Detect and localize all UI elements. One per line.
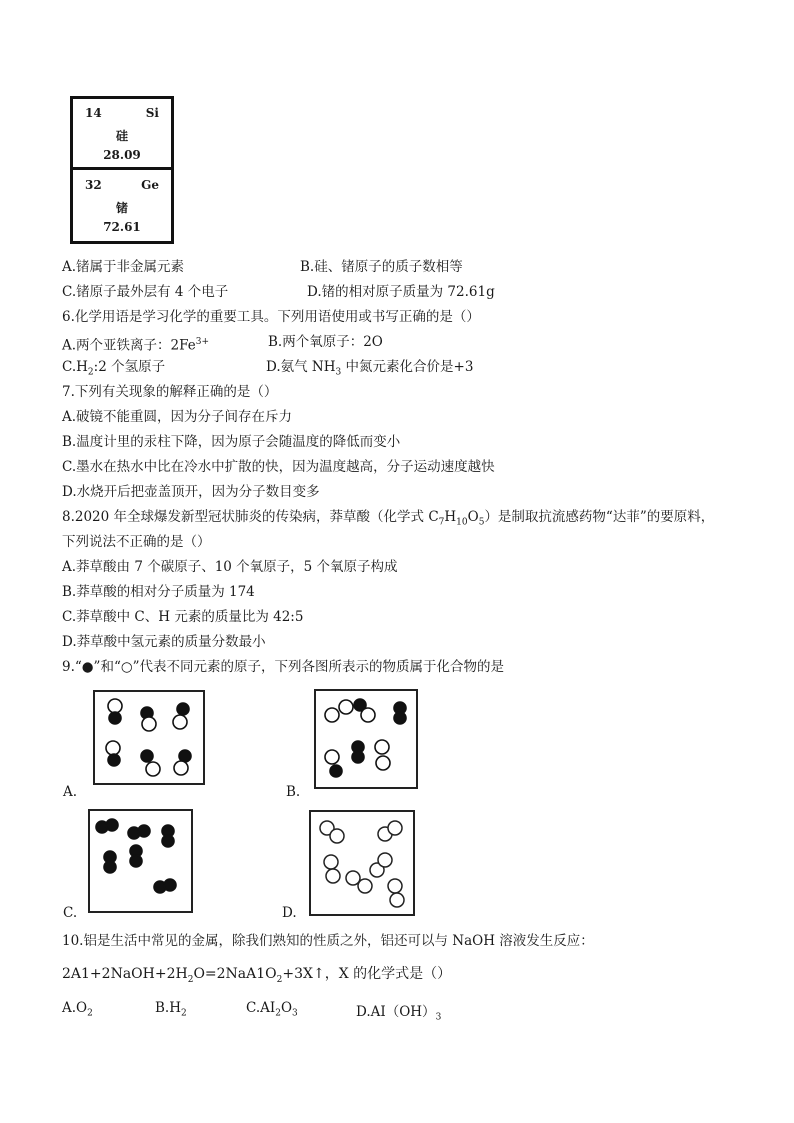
q10-stem: 10.铝是生活中常见的金属，除我们熟知的性质之外，铝还可以与 NaOH 溶液发生反应： [62, 933, 594, 949]
q6-option-c [62, 358, 165, 382]
molecule-diagram-b [314, 689, 418, 789]
q10-option-b [155, 1000, 187, 1019]
opt-sub: 2 [275, 1008, 281, 1019]
atomic-mass: 28.09 [103, 148, 141, 162]
opt-text: A.O [62, 1000, 88, 1016]
q8-stem-line2: 下列说法不正确的是（） [62, 534, 211, 550]
element-name: 锗 [115, 201, 128, 215]
eq-sub: 2 [276, 974, 283, 985]
element-symbol: Si [145, 106, 159, 120]
opt-text: D.AI（OH） [356, 1004, 436, 1020]
q8-sub: 10 [456, 517, 468, 528]
opt-text: O [280, 1000, 293, 1016]
q8-mid: H [444, 509, 457, 525]
q6-option-d [266, 358, 473, 382]
q6-c-pre: C.H [62, 359, 88, 375]
molecule-svg [90, 811, 191, 911]
q7-option-b: B.温度计里的汞柱下降，因为原子会随温度的降低而变小 [62, 434, 401, 450]
option-label-b: B. [286, 784, 301, 800]
q6-d-sub: 3 [335, 367, 342, 378]
eq-part: 2A1+2NaOH+2H [62, 966, 188, 982]
opt-sub: 2 [181, 1008, 187, 1019]
option-label-a: A. [63, 784, 78, 800]
q5-option-c: C.锗原子最外层有 4 个电子 [62, 284, 229, 300]
q8-sub: 5 [478, 517, 485, 528]
q6-stem: 6.化学用语是学习化学的重要工具。下列用语使用或书写正确的是（） [62, 309, 480, 325]
q6-c-sub: 2 [87, 367, 94, 378]
q8-option-d: D.莽草酸中氢元素的质量分数最小 [62, 634, 266, 650]
q8-stem-pre: 8.2020 年全球爆发新型冠状肺炎的传染病，莽草酸（化学式 C [62, 509, 439, 525]
q6-option-a [62, 333, 209, 355]
opt-sub: 3 [435, 1012, 442, 1023]
molecule-diagram-c [88, 809, 193, 913]
q6-option-b: B.两个氧原子：2O [268, 334, 383, 350]
molecule-svg [95, 692, 203, 783]
q6-c-post: :2 个氢原子 [93, 359, 166, 375]
q8-stem-post: ）是制取抗流感药物“达菲”的要原料， [484, 509, 715, 525]
q10-option-d [356, 1000, 441, 1023]
q8-option-a: A.莽草酸由 7 个碳原子、10 个氧原子，5 个氧原子构成 [62, 559, 398, 575]
q8-stem [62, 508, 714, 532]
molecule-diagram-a [93, 690, 205, 785]
q7-option-a: A.破镜不能重圆，因为分子间存在斥力 [62, 409, 293, 425]
option-label-c: C. [63, 905, 78, 921]
q9-stem: 9.“●”和“○”代表不同元素的原子，下列各图所表示的物质属于化合物的是 [62, 659, 505, 675]
eq-part: +3X↑，X 的化学式是（） [282, 966, 452, 982]
atomic-mass: 72.61 [103, 220, 141, 234]
q8-option-c: C.莽草酸中 C、H 元素的质量比为 42:5 [62, 609, 304, 625]
eq-sub: 2 [187, 974, 194, 985]
q5-option-d: D.锗的相对原子质量为 72.61g [307, 284, 495, 300]
atomic-number: 14 [85, 106, 102, 120]
atomic-number: 32 [85, 178, 102, 192]
q6-a-text: A.两个亚铁离子：2Fe [62, 337, 196, 354]
opt-text: B.H [155, 1000, 181, 1016]
molecule-svg [311, 812, 413, 914]
q7-option-d: D.水烧开后把壶盖顶开，因为分子数目变多 [62, 484, 320, 500]
q10-equation [62, 963, 451, 985]
q8-mid: O [467, 509, 479, 525]
molecule-svg [316, 691, 416, 787]
q6-a-sup: 3+ [195, 337, 210, 347]
q10-option-c [246, 1000, 298, 1019]
element-cell-si [73, 99, 171, 170]
element-table [70, 96, 174, 244]
q8-option-b: B.莽草酸的相对分子质量为 174 [62, 584, 255, 600]
q6-d-post: 中氮元素化合价是+3 [341, 359, 474, 375]
element-symbol: Ge [141, 178, 159, 192]
option-label-d: D. [282, 905, 297, 921]
molecule-diagram-d [309, 810, 415, 916]
opt-sub: 3 [292, 1008, 298, 1019]
element-name: 硅 [115, 129, 128, 143]
q5-option-b: B.硅、锗原子的质子数相等 [300, 259, 463, 275]
q6-d-pre: D.氨气 NH [266, 359, 336, 375]
q8-sub: 7 [438, 517, 445, 528]
eq-part: O=2NaA1O [193, 966, 277, 982]
opt-text: C.AI [246, 1000, 276, 1016]
q10-option-a [62, 1000, 93, 1019]
opt-sub: 2 [87, 1008, 93, 1019]
element-cell-ge [73, 171, 171, 242]
q7-option-c: C.墨水在热水中比在冷水中扩散的快，因为温度越高，分子运动速度越快 [62, 459, 495, 475]
q7-stem: 7.下列有关现象的解释正确的是（） [62, 384, 278, 400]
q5-option-a: A.锗属于非金属元素 [62, 259, 185, 275]
